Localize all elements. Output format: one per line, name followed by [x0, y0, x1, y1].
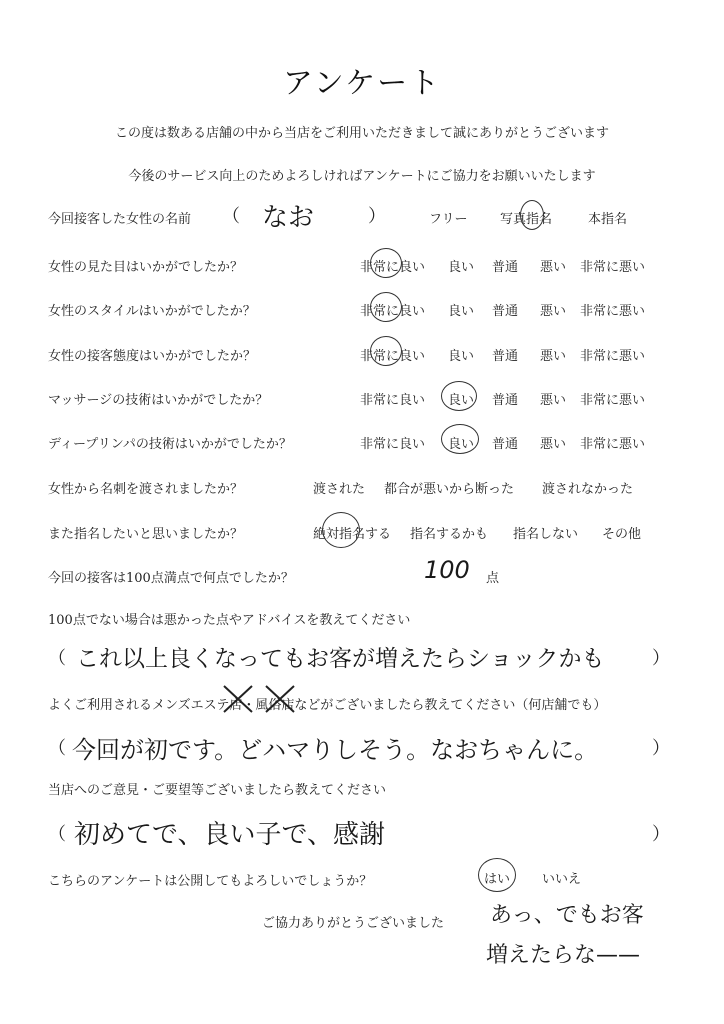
option-not-received[interactable]: 渡されなかった — [542, 482, 634, 497]
option-bad[interactable]: 悪い — [540, 349, 567, 364]
option-very-good[interactable]: 非常に良い — [360, 393, 426, 408]
option-very-bad[interactable]: 非常に悪い — [580, 349, 646, 364]
selection-circle — [520, 200, 544, 230]
option-received[interactable]: 渡された — [313, 482, 366, 497]
question-attitude: 女性の接客態度はいかがでしたか？ — [48, 349, 257, 364]
option-very-good[interactable]: 非常に良い — [360, 260, 426, 275]
question-publish: こちらのアンケートは公開してもよろしいでしょうか？ — [48, 874, 373, 889]
handwritten-note-line-2: 増えたらな—— — [486, 943, 641, 968]
question-other-shops: よくご利用されるメンズエステ店・風俗店などがございましたら教えてください（何店舗でも） — [48, 698, 607, 713]
answer-score[interactable]: 100 — [424, 556, 470, 584]
option-very-good[interactable]: 非常に良い — [360, 437, 426, 452]
option-average[interactable]: 普通 — [492, 304, 519, 319]
answer-other-shops[interactable]: 今回が初です。どハマりしそう。なおちゃんに。 — [72, 736, 599, 764]
question-opinion: 当店へのご意見・ご要望等ございましたら教えてください — [48, 783, 387, 798]
option-regular-nomination[interactable]: 本指名 — [588, 212, 628, 227]
thanks-message: ご協力ありがとうございました — [262, 916, 445, 931]
option-maybe[interactable]: 指名するかも — [410, 527, 489, 542]
option-very-bad[interactable]: 非常に悪い — [580, 393, 646, 408]
option-very-bad[interactable]: 非常に悪い — [580, 260, 646, 275]
other-shops-open-paren: （ — [48, 738, 66, 759]
question-style: 女性のスタイルはいかがでしたか？ — [48, 304, 256, 319]
selection-circle — [322, 512, 360, 548]
selection-circle — [441, 381, 477, 411]
option-good[interactable]: 良い — [448, 437, 475, 452]
option-other[interactable]: その他 — [602, 527, 642, 542]
advice-open-paren: （ — [48, 648, 66, 669]
answer-staff-name[interactable]: なお — [262, 203, 315, 233]
selection-circle — [370, 336, 402, 366]
advice-close-paren: ） — [652, 648, 670, 669]
score-unit: 点 — [486, 571, 500, 586]
option-good[interactable]: 良い — [448, 393, 475, 408]
option-very-bad[interactable]: 非常に悪い — [580, 437, 646, 452]
selection-circle — [370, 248, 402, 278]
selection-circle — [370, 292, 402, 322]
option-bad[interactable]: 悪い — [540, 260, 567, 275]
option-bad[interactable]: 悪い — [540, 437, 567, 452]
page-title: アンケート — [282, 66, 442, 101]
intro-line-1: この度は数ある店舗の中から当店をご利用いただきまして誠にありがとうございます — [114, 126, 609, 141]
name-open-paren: （ — [222, 206, 240, 227]
question-appearance: 女性の見た目はいかがでしたか？ — [48, 260, 244, 275]
opinion-close-paren: ） — [652, 824, 670, 845]
selection-circle — [441, 424, 479, 454]
question-advice: 100点でない場合は悪かった点やアドバイスを教えてください — [48, 613, 411, 628]
answer-opinion[interactable]: 初めてで、良い子で、感謝 — [74, 820, 385, 850]
option-photo-nomination[interactable]: 写真指名 — [500, 212, 553, 227]
question-staff-name: 今回接客した女性の名前 — [48, 212, 192, 227]
option-average[interactable]: 普通 — [492, 393, 519, 408]
option-declined[interactable]: 都合が悪いから断った — [384, 482, 515, 497]
option-no[interactable]: 指名しない — [513, 527, 579, 542]
handwritten-note-line-1: あっ、でもお客 — [490, 903, 644, 928]
option-good[interactable]: 良い — [448, 304, 475, 319]
answer-advice[interactable]: これ以上良くなってもお客が増えたらショックかも — [76, 646, 605, 672]
option-bad[interactable]: 悪い — [540, 393, 567, 408]
name-close-paren: ） — [368, 206, 386, 227]
option-good[interactable]: 良い — [448, 260, 475, 275]
question-score: 今回の接客は100点満点で何点でしたか？ — [48, 571, 294, 586]
option-good[interactable]: 良い — [448, 349, 475, 364]
option-yes[interactable]: はい — [484, 872, 511, 887]
option-average[interactable]: 普通 — [492, 260, 519, 275]
option-very-good[interactable]: 非常に良い — [360, 304, 426, 319]
option-definitely[interactable]: 絶対指名する — [313, 527, 392, 542]
question-massage-skill: マッサージの技術はいかがでしたか？ — [48, 393, 269, 408]
option-very-bad[interactable]: 非常に悪い — [580, 304, 646, 319]
strike-mark — [218, 680, 298, 720]
question-business-card: 女性から名刺を渡されましたか？ — [48, 482, 244, 497]
option-no[interactable]: いいえ — [542, 872, 582, 887]
option-free[interactable]: フリー — [429, 212, 468, 227]
intro-line-2: 今後のサービス向上のためよろしければアンケートにご協力をお願いいたします — [128, 169, 596, 184]
other-shops-close-paren: ） — [652, 738, 670, 759]
option-average[interactable]: 普通 — [492, 349, 519, 364]
question-lymph-skill: ディープリンパの技術はいかがでしたか？ — [48, 437, 292, 452]
opinion-open-paren: （ — [48, 824, 66, 845]
question-rebook: また指名したいと思いましたか？ — [48, 527, 244, 542]
option-bad[interactable]: 悪い — [540, 304, 567, 319]
option-very-good[interactable]: 非常に良い — [360, 349, 426, 364]
selection-circle — [478, 858, 516, 892]
option-average[interactable]: 普通 — [492, 437, 519, 452]
